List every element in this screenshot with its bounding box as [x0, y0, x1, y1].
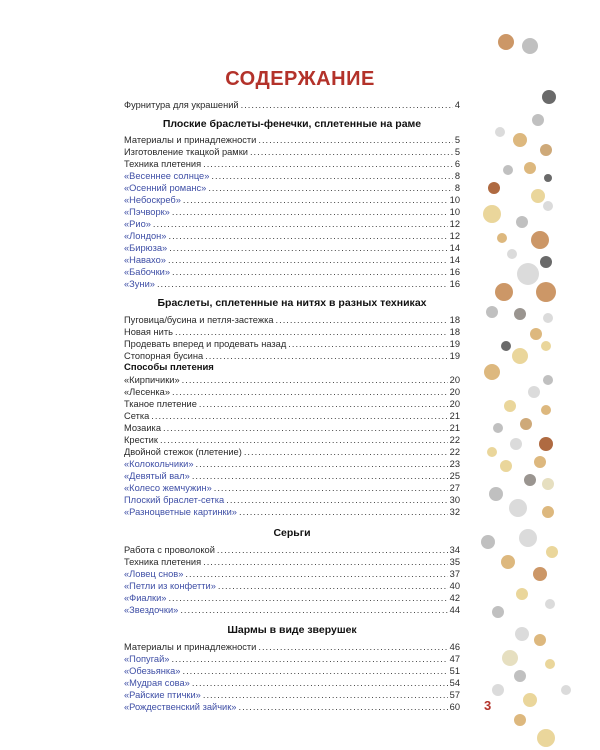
decorative-dot — [524, 162, 536, 174]
decorative-dot — [541, 341, 551, 351]
toc-entry-title: «Петли из конфетти» — [124, 581, 216, 591]
toc-entry-page: 44 — [449, 605, 460, 615]
decorative-dot — [493, 423, 503, 433]
decorative-dot — [532, 114, 544, 126]
toc-entry — [124, 206, 460, 218]
toc-entry-page: 20 — [449, 387, 460, 397]
decorative-dot — [545, 659, 555, 669]
toc-entry-title: «Лесенка» — [124, 387, 171, 397]
toc-entry-page: 18 — [449, 315, 460, 325]
toc-leader-dots — [153, 218, 448, 230]
toc-entry-page: 32 — [449, 507, 460, 517]
toc-leader-dots — [258, 134, 452, 146]
toc-leader-dots — [196, 458, 448, 470]
toc-entry-page: 21 — [449, 411, 460, 421]
toc-entry-page: 42 — [449, 593, 460, 603]
toc-entry — [124, 604, 460, 616]
decorative-dot — [504, 400, 516, 412]
toc-entry-page: 10 — [449, 195, 460, 205]
section-heading-thread-bracelets: Браслеты, сплетенные на нитях в разных техниках — [157, 297, 427, 309]
toc-entry-page: 27 — [449, 483, 460, 493]
toc-entry-title: «Колесо жемчужин» — [124, 483, 212, 493]
toc-entry-title: «Разноцветные картинки» — [124, 507, 237, 517]
toc-entry-page: 57 — [449, 690, 460, 700]
toc-entry — [124, 338, 460, 350]
toc-entry-title: «Бабочки» — [124, 267, 171, 277]
toc-entry — [124, 470, 460, 482]
toc-entry-title: «Рождественский зайчик» — [124, 702, 237, 712]
toc-leader-dots — [183, 194, 448, 206]
toc-entry — [124, 446, 460, 458]
toc-list-thread-bracelets-basics — [124, 314, 460, 362]
decorative-dot — [544, 174, 552, 182]
toc-leader-dots — [168, 230, 447, 242]
toc-entry-page: 19 — [449, 351, 460, 361]
toc-entry — [124, 242, 460, 254]
decorative-dot — [522, 38, 538, 54]
toc-entry-title: «Кирпичики» — [124, 375, 180, 385]
toc-entry-page: 6 — [454, 159, 460, 169]
decorative-dot — [507, 249, 517, 259]
decorative-dot — [503, 165, 513, 175]
decorative-dot — [486, 306, 498, 318]
toc-entry-title: «Навахо» — [124, 255, 166, 265]
decorative-dot — [543, 313, 553, 323]
toc-entry-title: Техника плетения — [124, 159, 202, 169]
toc-entry-page: 34 — [449, 545, 460, 555]
toc-leader-dots — [172, 206, 448, 218]
subheading-weaving-methods: Способы плетения — [124, 362, 214, 373]
decorative-dot — [523, 693, 537, 707]
decorative-dot — [509, 499, 527, 517]
toc-leader-dots — [163, 422, 448, 434]
decorative-dot — [520, 418, 532, 430]
decorative-dot — [531, 189, 545, 203]
toc-entry-page: 30 — [449, 495, 460, 505]
decorative-dot — [546, 546, 558, 558]
decorative-dot — [516, 216, 528, 228]
toc-entry — [124, 506, 460, 518]
decorative-dot — [542, 506, 554, 518]
toc-entry-page: 12 — [449, 219, 460, 229]
decorative-dot — [488, 182, 500, 194]
toc-entry-title: Плоский браслет-сетка — [124, 495, 225, 505]
decorative-dot — [540, 256, 552, 268]
toc-entry — [124, 134, 460, 146]
decorative-dot — [531, 231, 549, 249]
toc-leader-dots — [185, 568, 447, 580]
decorative-dot — [541, 405, 551, 415]
toc-entry — [124, 170, 460, 182]
decorative-dot — [533, 567, 547, 581]
decorative-dot — [501, 555, 515, 569]
toc-entry-title: «Пэчворк» — [124, 207, 170, 217]
toc-leader-dots — [199, 398, 448, 410]
toc-entry-title: «Звездочки» — [124, 605, 179, 615]
toc-leader-dots — [180, 604, 447, 616]
toc-entry-title: «Весеннее солнце» — [124, 171, 210, 181]
toc-leader-dots — [250, 146, 453, 158]
decorative-dot — [514, 670, 526, 682]
decorative-dot — [492, 684, 504, 696]
decorative-dot — [528, 386, 540, 398]
toc-entry-title: «Бирюза» — [124, 243, 168, 253]
toc-entry — [124, 278, 460, 290]
toc-entry-page: 25 — [449, 471, 460, 481]
toc-entry-page: 54 — [449, 678, 460, 688]
decorative-dot — [524, 474, 536, 486]
toc-entry-page: 19 — [449, 339, 460, 349]
toc-leader-dots — [192, 677, 448, 689]
toc-leader-dots — [182, 665, 447, 677]
section-heading-flat-bracelets: Плоские браслеты-фенечки, сплетенные на раме — [162, 118, 422, 130]
toc-entry — [124, 458, 460, 470]
decorative-dot — [515, 627, 529, 641]
toc-entry — [124, 230, 460, 242]
toc-entry — [124, 266, 460, 278]
toc-leader-dots — [276, 314, 448, 326]
toc-leader-dots — [218, 580, 448, 592]
decorative-dot — [534, 456, 546, 468]
toc-entry-title: «Обезьянка» — [124, 666, 181, 676]
toc-leader-dots — [244, 446, 448, 458]
decorative-dot — [500, 460, 512, 472]
toc-leader-dots — [203, 556, 448, 568]
toc-entry-title: «Зуни» — [124, 279, 155, 289]
toc-entry-page: 23 — [449, 459, 460, 469]
decorative-dot — [514, 308, 526, 320]
toc-entry-title: Пуговица/бусина и петля-застежка — [124, 315, 274, 325]
decorative-dot — [483, 205, 501, 223]
toc-entry-page: 20 — [449, 399, 460, 409]
toc-leader-dots — [172, 266, 448, 278]
toc-entry — [124, 386, 460, 398]
toc-entry — [124, 350, 460, 362]
toc-entry-page: 60 — [449, 702, 460, 712]
decorative-dot — [501, 341, 511, 351]
toc-entry-page: 8 — [454, 171, 460, 181]
decorative-dot — [481, 535, 495, 549]
toc-leader-dots — [226, 494, 447, 506]
toc-entry-page: 4 — [454, 100, 460, 110]
decorative-dot — [497, 233, 507, 243]
toc-leader-dots — [192, 470, 448, 482]
toc-entry — [124, 422, 460, 434]
toc-entry-page: 14 — [449, 243, 460, 253]
toc-entry — [124, 641, 460, 653]
section-heading-animal-charms: Шармы в виде зверушек — [227, 624, 357, 636]
toc-entry-title: «Девятый вал» — [124, 471, 190, 481]
toc-entry-title: Сетка — [124, 411, 150, 421]
toc-entry — [124, 482, 460, 494]
toc-leader-dots — [182, 374, 448, 386]
page-title: СОДЕРЖАНИЕ — [225, 68, 375, 90]
toc-entry-title: Продевать вперед и продевать назад — [124, 339, 287, 349]
toc-entry-title: «Фиалки» — [124, 593, 167, 603]
toc-entry — [124, 158, 460, 170]
toc-entry-title: «Мудрая сова» — [124, 678, 190, 688]
toc-leader-dots — [168, 592, 447, 604]
toc-list-animal-charms — [124, 641, 460, 713]
toc-entry — [124, 374, 460, 386]
toc-leader-dots — [217, 544, 448, 556]
toc-entry-title: Новая нить — [124, 327, 173, 337]
toc-entry-title: «Лондон» — [124, 231, 167, 241]
toc-leader-dots — [168, 254, 448, 266]
toc-entry-page: 16 — [449, 267, 460, 277]
toc-entry — [124, 568, 460, 580]
decorative-dot — [495, 127, 505, 137]
toc-entry-page: 14 — [449, 255, 460, 265]
toc-intro — [124, 99, 460, 111]
toc-entry-title: Мозаика — [124, 423, 161, 433]
toc-entry-page: 8 — [454, 183, 460, 193]
toc-entry — [124, 665, 460, 677]
toc-entry-title: Тканое плетение — [124, 399, 197, 409]
toc-leader-dots — [175, 326, 448, 338]
decorative-dot — [510, 438, 522, 450]
decorative-dot — [502, 650, 518, 666]
decorative-dot — [516, 588, 528, 600]
toc-leader-dots — [172, 386, 448, 398]
decorative-dot — [492, 606, 504, 618]
toc-leader-dots — [169, 242, 447, 254]
toc-entry-title: «Ловец снов» — [124, 569, 184, 579]
toc-leader-dots — [258, 641, 447, 653]
toc-entry-title: Материалы и принадлежности — [124, 642, 257, 652]
toc-entry-page: 16 — [449, 279, 460, 289]
toc-entry — [124, 99, 460, 111]
toc-entry-title: «Осенний романс» — [124, 183, 207, 193]
toc-leader-dots — [151, 410, 447, 422]
decorative-dot — [543, 375, 553, 385]
toc-leader-dots — [160, 434, 448, 446]
toc-entry-page: 35 — [449, 557, 460, 567]
section-heading-earrings: Серьги — [273, 527, 311, 539]
toc-entry-title: Двойной стежок (плетение) — [124, 447, 242, 457]
toc-entry — [124, 326, 460, 338]
decorative-dot — [561, 685, 571, 695]
toc-leader-dots — [239, 506, 448, 518]
decorative-dot — [540, 144, 552, 156]
toc-entry-page: 5 — [454, 135, 460, 145]
toc-entry-page: 20 — [449, 375, 460, 385]
toc-leader-dots — [208, 182, 453, 194]
toc-entry-page: 46 — [449, 642, 460, 652]
decorative-dot — [513, 133, 527, 147]
decorative-dot — [514, 714, 526, 726]
toc-entry-page: 12 — [449, 231, 460, 241]
decorative-dot — [536, 282, 556, 302]
toc-entry — [124, 653, 460, 665]
decorative-dot — [542, 90, 556, 104]
toc-entry-title: «Небоскреб» — [124, 195, 181, 205]
decorative-dot — [487, 447, 497, 457]
toc-entry — [124, 182, 460, 194]
toc-entry-title: Стопорная бусина — [124, 351, 204, 361]
toc-leader-dots — [203, 158, 453, 170]
toc-entry-title: «Колокольчики» — [124, 459, 194, 469]
toc-entry — [124, 592, 460, 604]
toc-entry — [124, 556, 460, 568]
toc-entry — [124, 194, 460, 206]
toc-entry — [124, 314, 460, 326]
toc-entry — [124, 689, 460, 701]
toc-entry — [124, 410, 460, 422]
page-number: 3 — [484, 698, 492, 713]
toc-entry-title: «Рио» — [124, 219, 151, 229]
toc-entry-title: «Попугай» — [124, 654, 170, 664]
toc-list-earrings — [124, 544, 460, 616]
toc-leader-dots — [205, 350, 448, 362]
toc-entry — [124, 677, 460, 689]
decorative-dot — [545, 599, 555, 609]
decorative-dot — [484, 364, 500, 380]
toc-entry — [124, 494, 460, 506]
toc-entry-page: 21 — [449, 423, 460, 433]
toc-entry-page: 51 — [449, 666, 460, 676]
toc-entry-title: Крестик — [124, 435, 158, 445]
toc-entry-title: Работа с проволокой — [124, 545, 215, 555]
toc-leader-dots — [214, 482, 448, 494]
toc-entry-page: 37 — [449, 569, 460, 579]
decorative-dot — [539, 437, 553, 451]
toc-entry-title: «Райские птички» — [124, 690, 201, 700]
toc-entry-title: Материалы и принадлежности — [124, 135, 257, 145]
decorative-dot — [530, 328, 542, 340]
toc-entry-title: Фурнитура для украшений — [124, 100, 239, 110]
table-of-contents — [124, 99, 460, 713]
toc-leader-dots — [203, 689, 448, 701]
decorative-dot — [517, 263, 539, 285]
toc-leader-dots — [157, 278, 448, 290]
toc-entry — [124, 701, 460, 713]
decorative-dot — [489, 487, 503, 501]
decorative-dot — [512, 348, 528, 364]
toc-entry — [124, 580, 460, 592]
toc-entry-page: 47 — [449, 654, 460, 664]
toc-entry-page: 22 — [449, 435, 460, 445]
toc-entry — [124, 434, 460, 446]
decorative-dot — [519, 529, 537, 547]
decorative-dot — [542, 478, 554, 490]
toc-entry-page: 5 — [454, 147, 460, 157]
toc-entry — [124, 398, 460, 410]
decorative-dot — [543, 201, 553, 211]
toc-entry-page: 22 — [449, 447, 460, 457]
decorative-dot — [495, 283, 513, 301]
toc-entry-page: 18 — [449, 327, 460, 337]
toc-entry — [124, 146, 460, 158]
decorative-dot — [537, 729, 555, 747]
toc-list-flat-bracelets — [124, 134, 460, 290]
toc-entry-page: 10 — [449, 207, 460, 217]
toc-entry — [124, 544, 460, 556]
toc-entry-title: Техника плетения — [124, 557, 202, 567]
toc-leader-dots — [241, 99, 453, 111]
toc-leader-dots — [171, 653, 447, 665]
toc-leader-dots — [238, 701, 447, 713]
decorative-dot — [534, 634, 546, 646]
toc-entry-title: Изготовление ткацкой рамки — [124, 147, 248, 157]
toc-entry-page: 40 — [449, 581, 460, 591]
toc-list-weaving-methods — [124, 374, 460, 518]
toc-leader-dots — [211, 170, 452, 182]
decorative-dot — [498, 34, 514, 50]
toc-entry — [124, 218, 460, 230]
toc-entry — [124, 254, 460, 266]
toc-leader-dots — [288, 338, 447, 350]
